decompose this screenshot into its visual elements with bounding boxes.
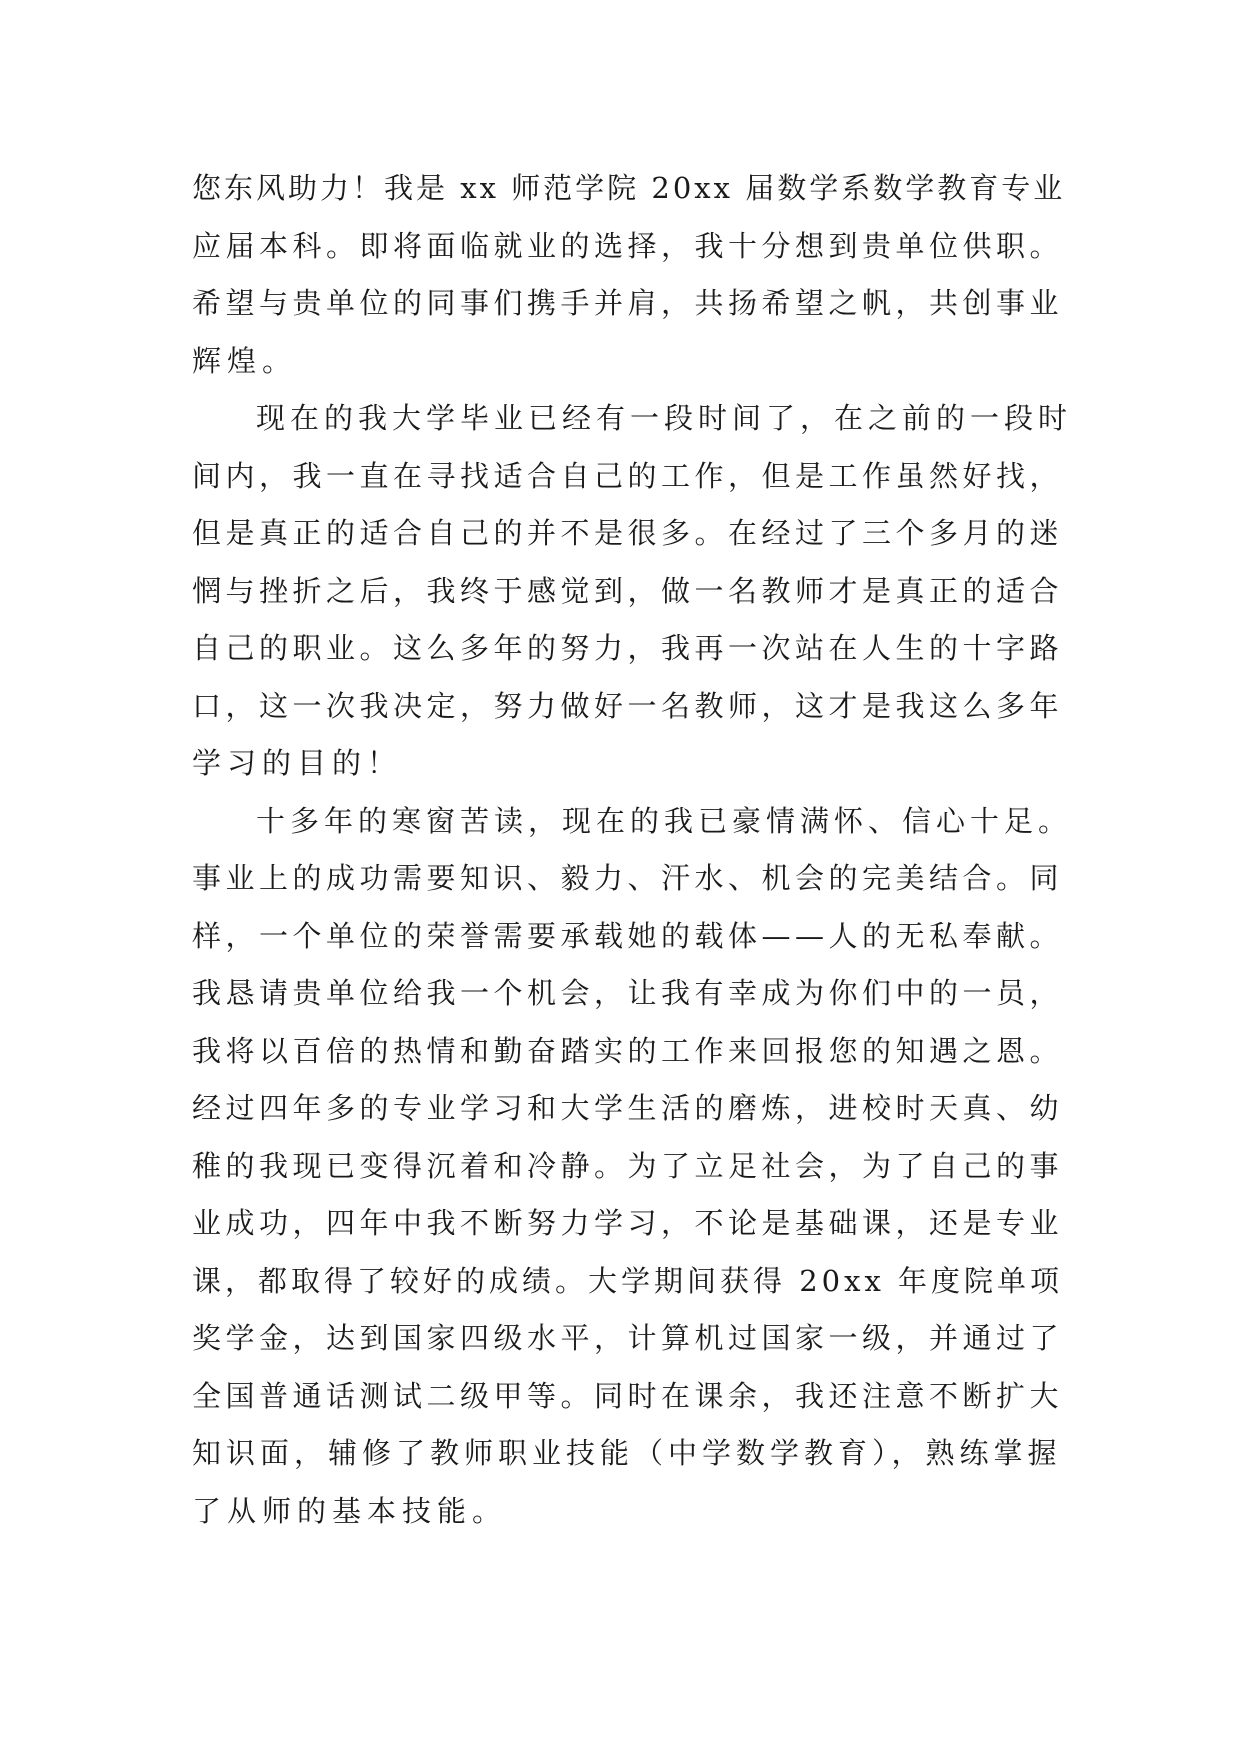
text-line: 惘与挫折之后，我终于感觉到，做一名教师才是真正的适合 — [192, 573, 1064, 608]
text-line: 辉煌。 — [192, 343, 298, 378]
text-line: 自己的职业。这么多年的努力，我再一次站在人生的十字路 — [192, 631, 1064, 665]
text-line: 间内，我一直在寻找适合自己的工作，但是工作虽然好找， — [192, 458, 1064, 493]
text-line: 经过四年多的专业学习和大学生活的磨炼，进校时天真、幼 — [192, 1091, 1064, 1125]
text-line: 希望与贵单位的同事们携手并肩，共扬希望之帆，共创事业 — [192, 286, 1064, 320]
text-line: 口，这一次我决定，努力做好一名教师，这才是我这么多年 — [192, 688, 1064, 723]
text-line: 课，都取得了较好的成绩。大学期间获得 20xx 年度院单项 — [192, 1263, 1064, 1298]
text-line: 业成功，四年中我不断努力学习，不论是基础课，还是专业 — [192, 1206, 1064, 1240]
text-line: 您东风助力！我是 xx 师范学院 20xx 届数学系数学教育专业 — [192, 171, 1066, 205]
text-line: 应届本科。即将面临就业的选择，我十分想到贵单位供职。 — [192, 228, 1064, 263]
text-line: 学习的目的！ — [192, 746, 403, 780]
text-line: 但是真正的适合自己的并不是很多。在经过了三个多月的迷 — [192, 516, 1064, 550]
paragraph-first-line: 十多年的寒窗苦读，现在的我已豪情满怀、信心十足。 — [256, 803, 1073, 838]
text-line: 了从师的基本技能。 — [192, 1493, 508, 1528]
text-line: 我恳请贵单位给我一个机会，让我有幸成为你们中的一员， — [192, 976, 1064, 1010]
text-line: 我将以百倍的热情和勤奋踏实的工作来回报您的知遇之恩。 — [192, 1033, 1064, 1068]
text-line: 样，一个单位的荣誉需要承载她的载体——人的无私奉献。 — [192, 918, 1064, 953]
paragraph-first-line: 现在的我大学毕业已经有一段时间了，在之前的一段时 — [256, 401, 1073, 435]
document-body — [192, 160, 1072, 1540]
text-line: 奖学金，达到国家四级水平，计算机过国家一级，并通过了 — [192, 1321, 1064, 1355]
text-line: 事业上的成功需要知识、毅力、汗水、机会的完美结合。同 — [192, 861, 1064, 895]
text-line: 全国普通话测试二级甲等。同时在课余，我还注意不断扩大 — [192, 1378, 1064, 1413]
text-line: 知识面，辅修了教师职业技能（中学数学教育），熟练掌握 — [192, 1436, 1062, 1470]
text-line: 稚的我现已变得沉着和冷静。为了立足社会，为了自己的事 — [192, 1148, 1064, 1183]
